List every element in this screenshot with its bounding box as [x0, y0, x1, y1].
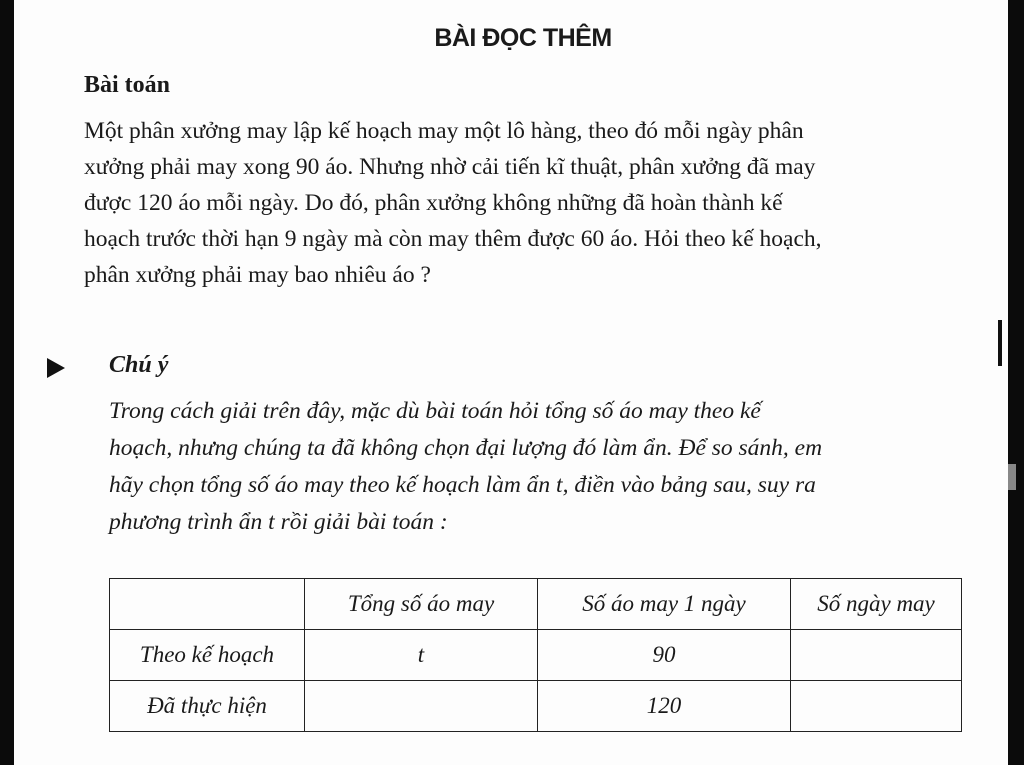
problem-title: Bài toán — [84, 72, 171, 98]
table-cell: 90 — [538, 630, 791, 681]
table-header-cell: Tổng số áo may — [305, 579, 538, 630]
note-text — [109, 393, 967, 541]
table-row — [110, 630, 962, 681]
table-cell: 120 — [538, 681, 791, 732]
triangle-bullet-icon — [47, 358, 65, 378]
problem-line: hoạch trước thời hạn 9 ngày mà còn may thêm được 60 áo. Hỏi theo kế hoạch, — [84, 226, 822, 252]
problem-line: xưởng phải may xong 90 áo. Nhưng nhờ cải tiến kĩ thuật, phân xưởng đã may — [84, 154, 816, 180]
document-page — [14, 0, 1008, 765]
fill-in-table — [109, 578, 962, 732]
table-cell — [305, 681, 538, 732]
table-row — [110, 681, 962, 732]
table-header-row — [110, 579, 962, 630]
scrollbar-thumb[interactable] — [1008, 464, 1016, 490]
note-line: Trong cách giải trên đây, mặc dù bài toán hỏi tổng số áo may theo kế — [109, 398, 761, 424]
table-header-cell: Số áo may 1 ngày — [538, 579, 791, 630]
table-row-label: Theo kế hoạch — [110, 630, 305, 681]
note-line: hãy chọn tổng số áo may theo kế hoạch làm ẩn t, điền vào bảng sau, suy ra — [109, 472, 816, 498]
problem-line: phân xưởng phải may bao nhiêu áo ? — [84, 262, 431, 288]
note-line: phương trình ẩn t rồi giải bài toán : — [109, 509, 448, 535]
table-cell — [791, 630, 962, 681]
table-row-label: Đã thực hiện — [110, 681, 305, 732]
note-line: hoạch, nhưng chúng ta đã không chọn đại lượng đó làm ẩn. Để so sánh, em — [109, 435, 823, 461]
problem-line: Một phân xưởng may lập kế hoạch may một lô hàng, theo đó mỗi ngày phân — [84, 118, 804, 144]
note-title: Chú ý — [109, 352, 169, 378]
page-edge-mark — [998, 320, 1002, 366]
table-cell: t — [305, 630, 538, 681]
table-header-cell: Số ngày may — [791, 579, 962, 630]
page-heading: BÀI ĐỌC THÊM — [434, 24, 612, 52]
table-cell — [791, 681, 962, 732]
problem-text — [84, 113, 942, 293]
problem-line: được 120 áo mỗi ngày. Do đó, phân xưởng không những đã hoàn thành kế — [84, 190, 783, 216]
table-header-cell — [110, 579, 305, 630]
